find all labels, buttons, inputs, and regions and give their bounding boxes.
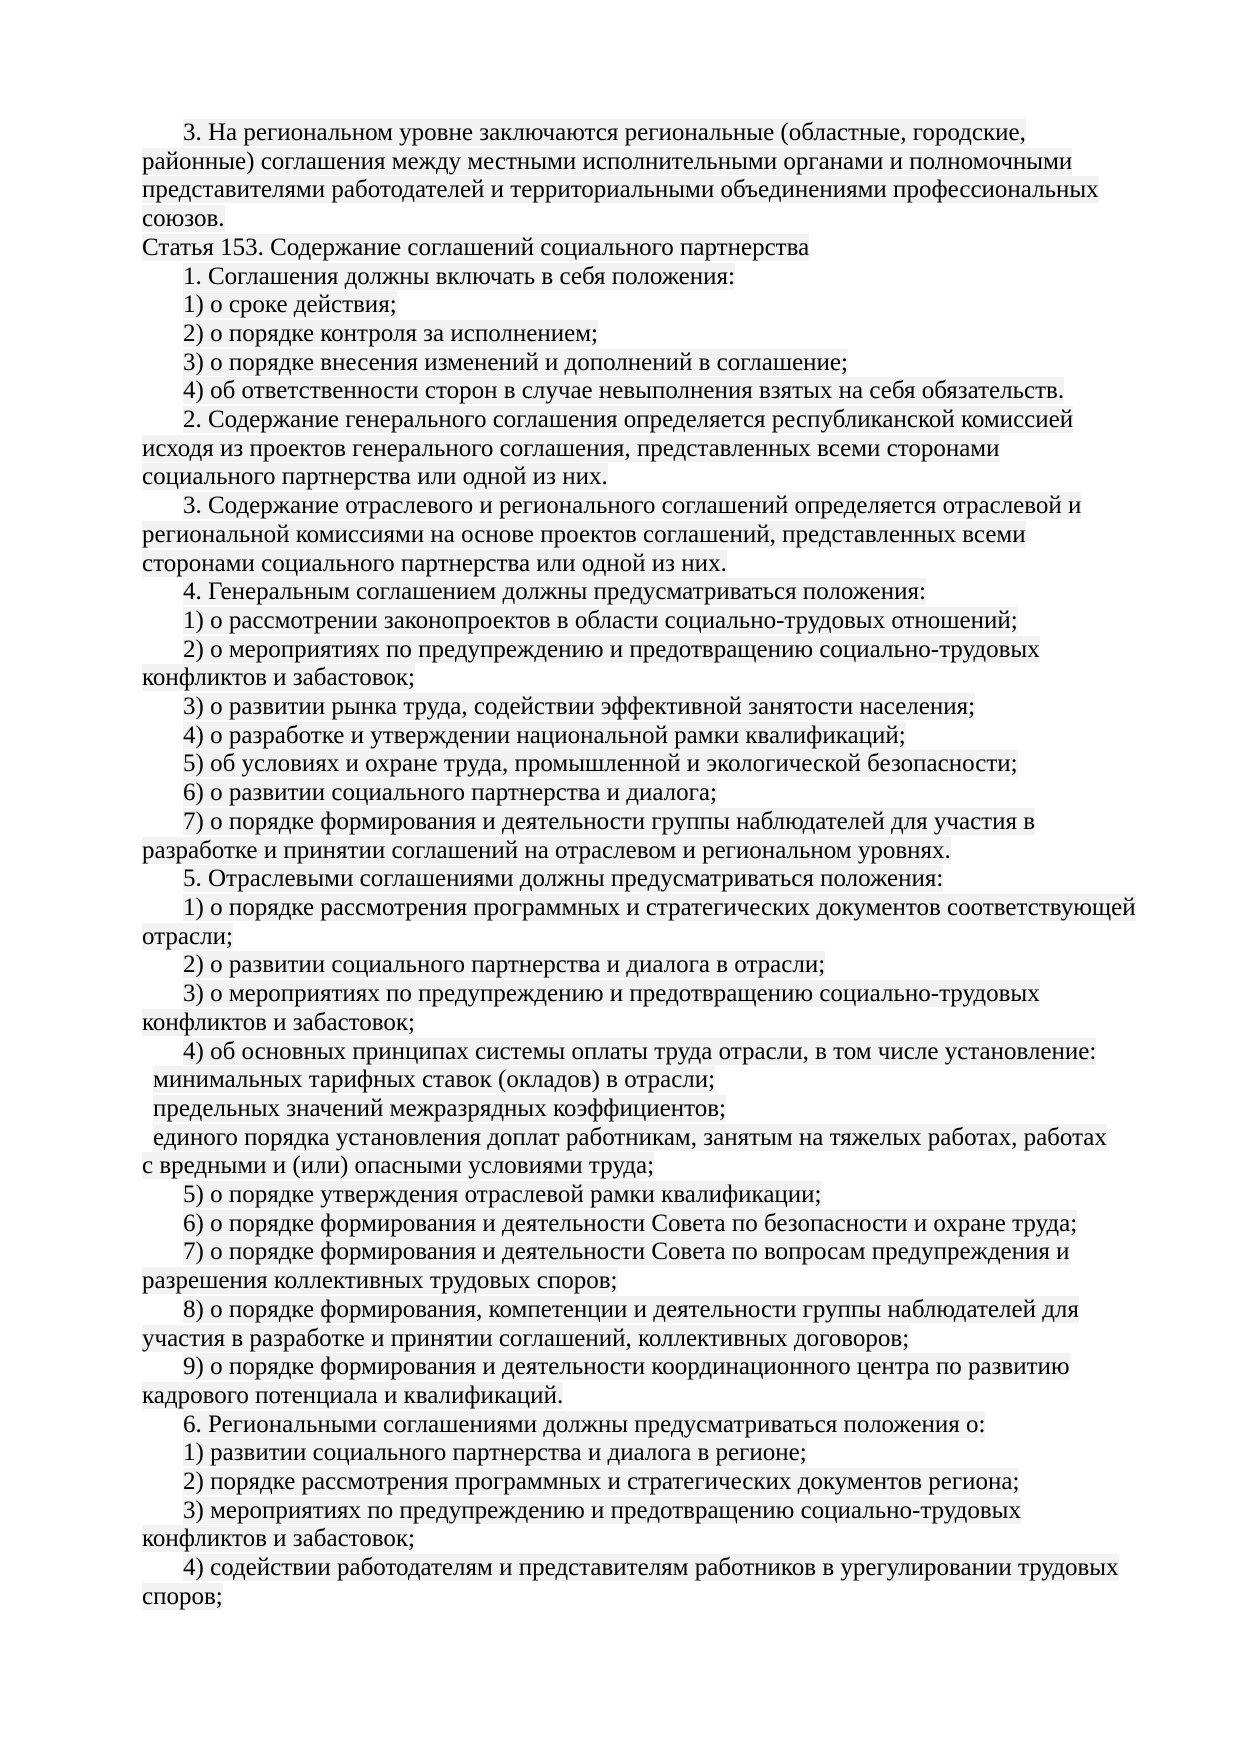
- paragraph: [142, 693, 1180, 722]
- text-line: [142, 1325, 1180, 1354]
- text-line-content: 1. Соглашения должны включать в себя положения:: [183, 262, 735, 290]
- text-line-content: союзов.: [142, 205, 225, 233]
- text-line-content: 2) о мероприятиях по предупреждению и предотвращению социально-трудовых: [183, 635, 1040, 663]
- text-line-content: минимальных тарифных ставок (окладов) в отрасли;: [153, 1066, 716, 1094]
- text-line-content: участия в разработке и принятии соглашений, коллективных договоров;: [142, 1324, 910, 1352]
- text-line: [142, 779, 1180, 808]
- text-line-content: 4) об ответственности сторон в случае невыполнения взятых на себя обязательств.: [183, 377, 1065, 405]
- paragraph: [142, 1238, 1180, 1295]
- text-line-content: 2) о развитии социального партнерства и диалога в отрасли;: [183, 951, 826, 979]
- text-line: [142, 1583, 1180, 1612]
- paragraph: [142, 1468, 1180, 1497]
- text-line-content: 8) о порядке формирования, компетенции и деятельности группы наблюдателей для: [183, 1295, 1079, 1323]
- text-line-content: с вредными и (или) опасными условиями труда;: [142, 1152, 655, 1180]
- paragraph: [142, 406, 1180, 492]
- paragraph: [142, 1554, 1180, 1611]
- text-line: [142, 1382, 1180, 1411]
- paragraph: [142, 1411, 1180, 1440]
- paragraph: [142, 1038, 1180, 1067]
- paragraph: [142, 263, 1180, 292]
- text-line-content: отрасли;: [142, 922, 233, 950]
- text-line-content: 4) о разработке и утверждении национальной рамки квалификаций;: [183, 721, 906, 749]
- text-line-content: 2) о порядке контроля за исполнением;: [183, 319, 598, 347]
- text-line-content: разработке и принятии соглашений на отраслевом и региональном уровнях.: [142, 836, 951, 864]
- text-line-content: 3) о развитии рынка труда, содействии эффективной занятости населения;: [183, 693, 976, 721]
- text-line: [142, 492, 1180, 521]
- text-line-content: конфликтов и забастовок;: [142, 1008, 415, 1036]
- text-line: [142, 1181, 1180, 1210]
- text-line-content: 3. На региональном уровне заключаются региональные (областные, городские,: [183, 119, 1026, 146]
- paragraph: [142, 320, 1180, 349]
- text-line: [142, 1066, 1180, 1095]
- paragraph: [142, 779, 1180, 808]
- text-line: [142, 320, 1180, 349]
- text-line: [142, 1411, 1180, 1440]
- text-line-content: 6) о порядке формирования и деятельности Совета по безопасности и охране труда;: [183, 1209, 1078, 1237]
- text-line-content: 5. Отраслевыми соглашениями должны предусматриваться положения:: [183, 865, 944, 893]
- text-line-content: социального партнерства или одной из них.: [142, 463, 608, 491]
- document-body: [142, 119, 1180, 1612]
- text-line-content: 3) о мероприятиях по предупреждению и предотвращению социально-трудовых: [183, 980, 1040, 1008]
- text-line: [142, 923, 1180, 952]
- paragraph: [142, 1124, 1180, 1181]
- text-line-content: Статья 153. Содержание соглашений социального партнерства: [142, 233, 810, 261]
- text-line: [142, 377, 1180, 406]
- text-line-content: 1) о сроке действия;: [183, 291, 397, 319]
- text-line-content: 7) о порядке формирования и деятельности Совета по вопросам предупреждения и: [183, 1238, 1070, 1266]
- text-line-content: 1) о рассмотрении законопроектов в области социально-трудовых отношений;: [183, 606, 1018, 634]
- paragraph: [142, 1210, 1180, 1239]
- paragraph: [142, 119, 1180, 234]
- text-line: [142, 693, 1180, 722]
- text-line: [142, 263, 1180, 292]
- text-line-content: 6) о развитии социального партнерства и диалога;: [183, 779, 717, 807]
- text-line: [142, 1267, 1180, 1296]
- paragraph: [142, 865, 1180, 894]
- text-line: [142, 1353, 1180, 1382]
- text-line-content: 3. Содержание отраслевого и регионального соглашений определяется отраслевой и: [183, 492, 1082, 520]
- text-line: [142, 349, 1180, 378]
- paragraph: [142, 578, 1180, 607]
- text-line-content: 7) о порядке формирования и деятельности группы наблюдателей для участия в: [183, 807, 1036, 835]
- text-line: [142, 435, 1180, 464]
- text-line: [142, 664, 1180, 693]
- text-line: [142, 119, 1180, 148]
- text-line: [142, 636, 1180, 665]
- paragraph: [142, 492, 1180, 578]
- text-line: [142, 148, 1180, 177]
- paragraph: [142, 1181, 1180, 1210]
- paragraph: [142, 1066, 1180, 1095]
- paragraph: [142, 980, 1180, 1037]
- text-line: [142, 1038, 1180, 1067]
- text-line: [142, 951, 1180, 980]
- text-line-content: сторонами социального партнерства или одной из них.: [142, 549, 727, 577]
- text-line-content: исходя из проектов генерального соглашения, представленных всеми сторонами: [142, 434, 1000, 462]
- text-line: [142, 176, 1180, 205]
- text-line: [142, 1210, 1180, 1239]
- text-line-content: конфликтов и забастовок;: [142, 1525, 415, 1553]
- text-line: [142, 1439, 1180, 1468]
- text-line: [142, 722, 1180, 751]
- text-line-content: предельных значений межразрядных коэффициентов;: [153, 1094, 726, 1122]
- paragraph: [142, 377, 1180, 406]
- text-line: [142, 894, 1180, 923]
- text-line-content: 4) об основных принципах системы оплаты труда отрасли, в том числе установление:: [183, 1037, 1097, 1065]
- text-line: [142, 578, 1180, 607]
- text-line: [142, 1238, 1180, 1267]
- text-line: [142, 1124, 1180, 1153]
- paragraph: [142, 750, 1180, 779]
- text-line: [142, 550, 1180, 579]
- text-line: [142, 1525, 1180, 1554]
- paragraph: [142, 1353, 1180, 1410]
- text-line-content: 1) о порядке рассмотрения программных и стратегических документов соответствующей: [183, 893, 1136, 921]
- paragraph: [142, 1439, 1180, 1468]
- text-line-content: 5) о порядке утверждения отраслевой рамки квалификации;: [183, 1181, 822, 1209]
- paragraph: [142, 234, 1180, 263]
- text-line-content: конфликтов и забастовок;: [142, 664, 415, 692]
- text-line-content: представителями работодателей и территориальными объединениями профессиональных: [142, 176, 1099, 204]
- text-line-content: 2. Содержание генерального соглашения определяется республиканской комиссией: [183, 406, 1074, 434]
- text-line: [142, 980, 1180, 1009]
- text-line: [142, 205, 1180, 234]
- text-line-content: 2) порядке рассмотрения программных и стратегических документов региона;: [183, 1468, 1020, 1496]
- paragraph: [142, 1497, 1180, 1554]
- paragraph: [142, 291, 1180, 320]
- text-line-content: районные) соглашения между местными исполнительными органами и полномочными: [142, 147, 1073, 175]
- text-line-content: кадрового потенциала и квалификаций.: [142, 1381, 564, 1409]
- text-line-content: 3) мероприятиях по предупреждению и предотвращению социально-трудовых: [183, 1496, 1021, 1524]
- paragraph: [142, 1095, 1180, 1124]
- text-line: [142, 463, 1180, 492]
- paragraph: [142, 349, 1180, 378]
- text-line-content: региональной комиссиями на основе проектов соглашений, представленных всеми: [142, 520, 1026, 548]
- text-line: [142, 1296, 1180, 1325]
- text-line: [142, 808, 1180, 837]
- text-line: [142, 1497, 1180, 1526]
- text-line: [142, 1468, 1180, 1497]
- text-line-content: 1) развитии социального партнерства и диалога в регионе;: [183, 1439, 807, 1467]
- text-line-content: споров;: [142, 1582, 223, 1610]
- text-line: [142, 521, 1180, 550]
- paragraph: [142, 894, 1180, 951]
- text-line: [142, 291, 1180, 320]
- text-line: [142, 234, 1180, 263]
- text-line-content: 4) содействии работодателям и представителям работников в урегулировании трудовых: [183, 1554, 1119, 1582]
- text-line: [142, 607, 1180, 636]
- text-line: [142, 1152, 1180, 1181]
- paragraph: [142, 1296, 1180, 1353]
- text-line: [142, 750, 1180, 779]
- text-line: [142, 1095, 1180, 1124]
- text-line-content: единого порядка установления доплат работникам, занятым на тяжелых работах, работах: [153, 1123, 1107, 1151]
- paragraph: [142, 808, 1180, 865]
- text-line: [142, 1009, 1180, 1038]
- paragraph: [142, 722, 1180, 751]
- text-line-content: 5) об условиях и охране труда, промышленной и экологической безопасности;: [183, 750, 1018, 778]
- paragraph: [142, 636, 1180, 693]
- text-line: [142, 1554, 1180, 1583]
- text-line: [142, 865, 1180, 894]
- paragraph: [142, 607, 1180, 636]
- text-line: [142, 406, 1180, 435]
- text-line-content: 6. Региональными соглашениями должны предусматриваться положения о:: [183, 1410, 986, 1438]
- paragraph: [142, 951, 1180, 980]
- text-line: [142, 837, 1180, 866]
- text-line-content: 3) о порядке внесения изменений и дополнений в соглашение;: [183, 348, 848, 376]
- text-line-content: разрешения коллективных трудовых споров;: [142, 1267, 618, 1295]
- text-line-content: 9) о порядке формирования и деятельности координационного центра по развитию: [183, 1353, 1070, 1381]
- text-line-content: 4. Генеральным соглашением должны предусматриваться положения:: [183, 578, 926, 606]
